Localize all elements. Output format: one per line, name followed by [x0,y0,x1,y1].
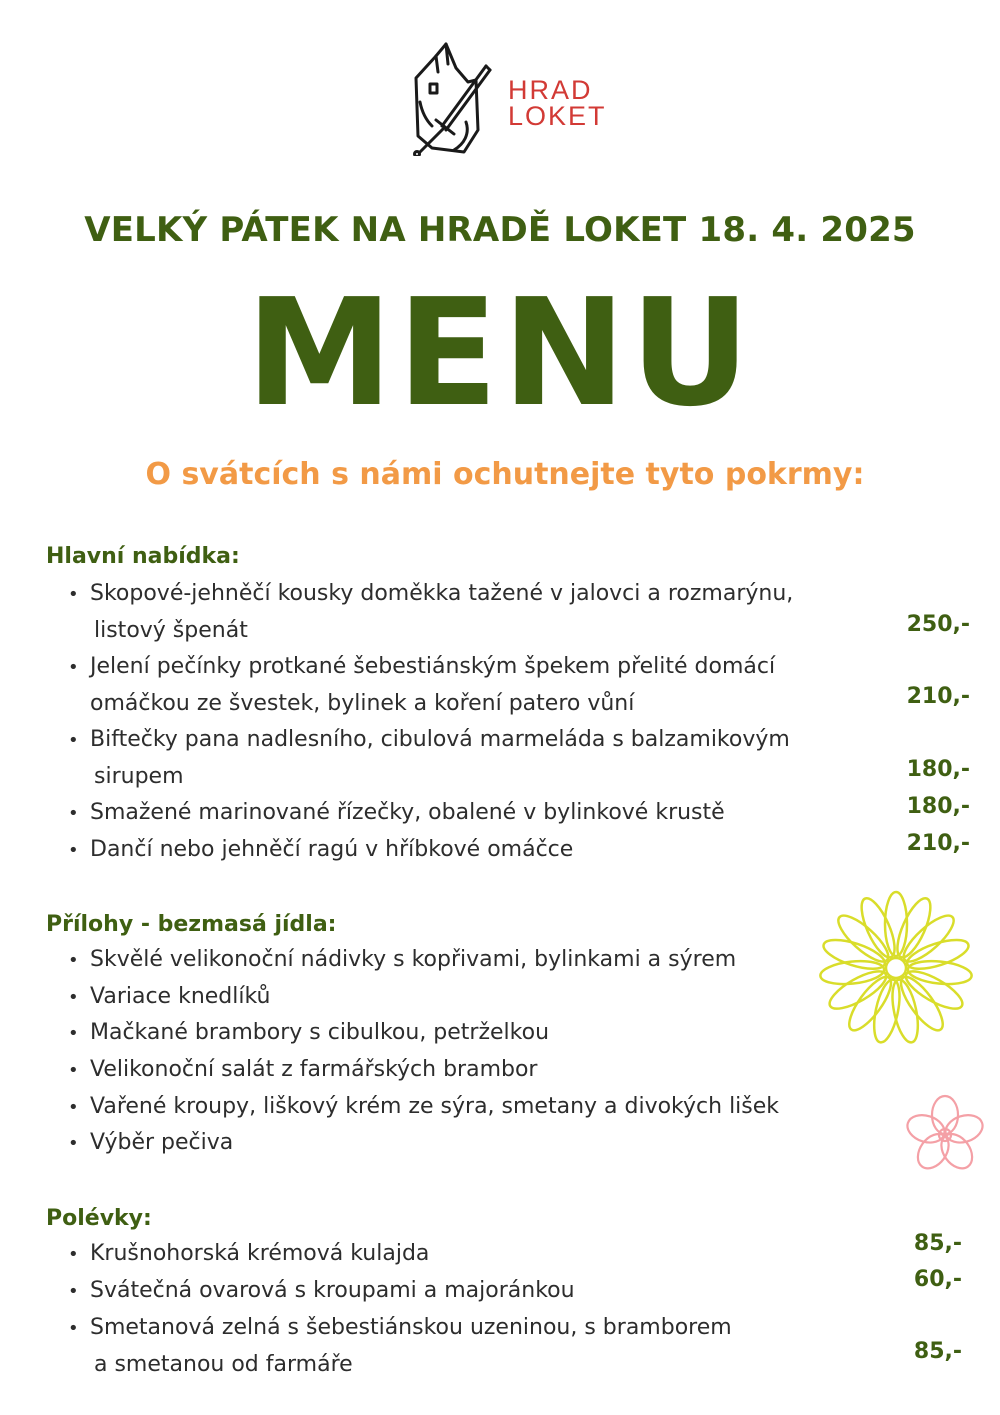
section-title-main: Hlavní nabídka: [46,544,240,569]
bullet: • [68,1060,79,1081]
pink-flower-icon [900,1093,990,1177]
bullet: • [68,987,79,1008]
bullet: • [68,1318,79,1339]
bullet: • [68,803,79,824]
bullet: • [68,1023,79,1044]
bullet: • [68,1133,79,1154]
hrad-loket-logo [406,42,626,156]
logo-text [508,77,607,129]
list-item [68,1089,779,1126]
list-item [68,722,790,795]
item-text: Smažené marinované řízečky, obalené v bylinkové krustě [90,800,725,825]
logo-line-1: HRAD [508,75,593,105]
item-price: 180,- [906,794,970,819]
list-item [68,979,271,1016]
list-item [68,1310,732,1383]
item-price: 180,- [906,757,970,782]
list-item [68,1125,233,1162]
bullet: • [68,840,79,861]
castle-sword-icon [406,42,496,156]
bullet: • [68,1244,79,1265]
item-text: Biftečky pana nadlesního, cibulová marmeláda s balzamikovým [90,727,790,752]
item-text-continuation: omáčkou ze švestek, bylinek a koření patero vůní [90,691,635,716]
item-price: 210,- [906,684,970,709]
bullet: • [68,1097,79,1118]
item-price: 85,- [913,1339,962,1364]
item-text: Mačkané brambory s cibulkou, petrželkou [90,1020,550,1045]
menu-title: MENU [245,267,755,439]
logo-line-2: LOKET [508,101,607,131]
item-price: 250,- [906,612,970,637]
section-title-sides: Přílohy - bezmasá jídla: [46,912,337,937]
item-price: 85,- [913,1231,962,1256]
item-text: Výběr pečiva [90,1130,234,1155]
item-text: Vařené kroupy, liškový krém ze sýra, smetany a divokých lišek [90,1094,780,1119]
item-text: Variace knedlíků [90,984,271,1009]
subtitle: O svátcích s námi ochutnejte tyto pokrmy: [145,457,865,492]
list-item [68,1236,429,1273]
item-price: 60,- [913,1267,962,1292]
item-text-continuation: a smetanou od farmáře [94,1352,353,1377]
bullet: • [68,730,79,751]
item-text: Dančí nebo jehněčí ragú v hříbkové omáčce [90,837,574,862]
yellow-flower-icon [818,890,974,1046]
item-text: Svátečná ovarová s kroupami a majoránkou [90,1278,575,1303]
list-item [68,1273,575,1310]
item-text: Smetanová zelná s šebestiánskou uzeninou, s bramborem [90,1315,732,1340]
bullet: • [68,584,79,605]
event-title: VELKÝ PÁTEK NA HRADĚ LOKET 18. 4. 2025 [84,210,916,250]
item-text: Skvělé velikonoční nádivky s kopřivami, bylinkami a sýrem [90,947,737,972]
item-text: Velikonoční salát z farmářských brambor [90,1057,538,1082]
section-title-soups: Polévky: [46,1206,152,1231]
list-item [68,649,775,722]
list-item [68,1015,549,1052]
item-text-continuation: listový špenát [94,618,248,643]
list-item [68,576,793,649]
list-item [68,1052,537,1089]
bullet: • [68,1281,79,1302]
list-item [68,832,573,869]
list-item [68,795,725,832]
list-item [68,942,736,979]
item-text: Skopové-jehněčí kousky doměkka tažené v jalovci a rozmarýnu, [90,581,794,606]
item-price: 210,- [906,831,970,856]
bullet: • [68,657,79,678]
item-text: Krušnohorská krémová kulajda [90,1241,430,1266]
item-text: Jelení pečínky protkané šebestiánským špekem přelité domácí [90,654,776,679]
item-text-continuation: sirupem [94,764,184,789]
bullet: • [68,950,79,971]
